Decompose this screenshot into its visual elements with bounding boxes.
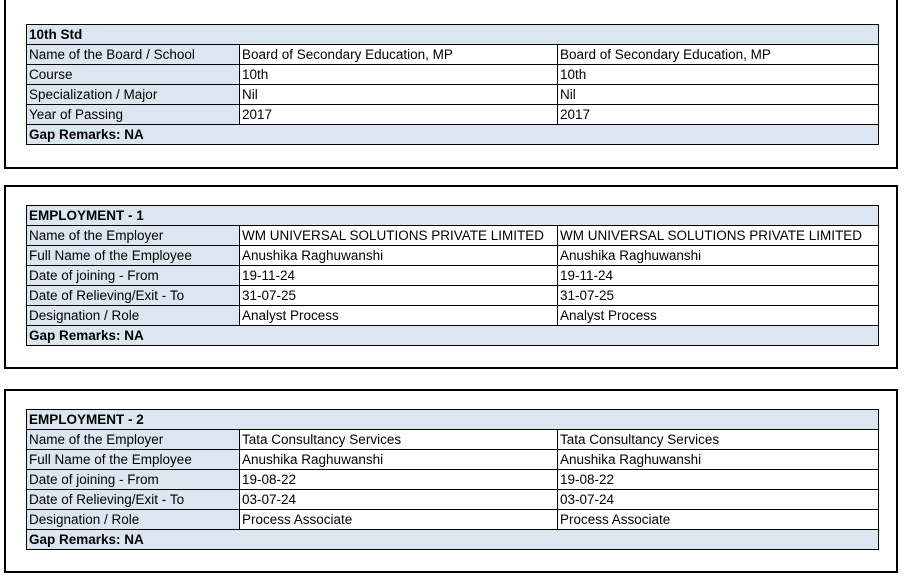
row-value-claimed: Analyst Process — [558, 306, 879, 326]
table-row — [27, 470, 879, 490]
row-value-verified: 2017 — [240, 105, 558, 125]
row-value-claimed: Board of Secondary Education, MP — [558, 45, 879, 65]
education-title-row — [27, 25, 879, 45]
row-label: Full Name of the Employee — [27, 246, 240, 266]
row-value-verified: Analyst Process — [240, 306, 558, 326]
education-table — [26, 24, 879, 145]
row-value-verified: 03-07-24 — [240, 490, 558, 510]
row-value-claimed: 03-07-24 — [558, 490, 879, 510]
row-value-verified: Nil — [240, 85, 558, 105]
row-value-verified: 19-08-22 — [240, 470, 558, 490]
gap-remarks: Gap Remarks: NA — [27, 326, 879, 346]
row-value-claimed: 2017 — [558, 105, 879, 125]
row-value-verified: Anushika Raghuwanshi — [240, 246, 558, 266]
row-value-claimed: Anushika Raghuwanshi — [558, 450, 879, 470]
table-row — [27, 105, 879, 125]
row-label: Full Name of the Employee — [27, 450, 240, 470]
row-value-claimed: Tata Consultancy Services — [558, 430, 879, 450]
row-label: Specialization / Major — [27, 85, 240, 105]
gap-remarks: Gap Remarks: NA — [27, 125, 879, 145]
table-row — [27, 85, 879, 105]
table-row — [27, 450, 879, 470]
row-label: Name of the Employer — [27, 430, 240, 450]
row-value-claimed: 10th — [558, 65, 879, 85]
employment-title-row — [27, 206, 879, 226]
gap-remarks-row — [27, 326, 879, 346]
table-row — [27, 65, 879, 85]
table-row — [27, 45, 879, 65]
row-value-claimed: 31-07-25 — [558, 286, 879, 306]
row-label: Name of the Board / School — [27, 45, 240, 65]
employment-1-table — [26, 205, 879, 346]
table-row — [27, 430, 879, 450]
section-title: EMPLOYMENT - 2 — [27, 410, 879, 430]
row-value-claimed: WM UNIVERSAL SOLUTIONS PRIVATE LIMITED — [558, 226, 879, 246]
table-row — [27, 246, 879, 266]
row-value-claimed: 19-11-24 — [558, 266, 879, 286]
table-row — [27, 266, 879, 286]
employment-2-section — [4, 389, 898, 573]
row-value-verified: 31-07-25 — [240, 286, 558, 306]
row-label: Date of Relieving/Exit - To — [27, 286, 240, 306]
row-label: Date of joining - From — [27, 470, 240, 490]
row-label: Designation / Role — [27, 306, 240, 326]
row-value-verified: 10th — [240, 65, 558, 85]
employment-1-section — [4, 185, 898, 369]
row-value-verified: Board of Secondary Education, MP — [240, 45, 558, 65]
row-label: Year of Passing — [27, 105, 240, 125]
gap-remarks-row — [27, 530, 879, 550]
row-value-claimed: Anushika Raghuwanshi — [558, 246, 879, 266]
education-section — [4, 0, 898, 169]
row-label: Course — [27, 65, 240, 85]
row-value-verified: Tata Consultancy Services — [240, 430, 558, 450]
table-row — [27, 286, 879, 306]
table-row — [27, 510, 879, 530]
section-title: 10th Std — [27, 25, 879, 45]
row-label: Name of the Employer — [27, 226, 240, 246]
table-row — [27, 226, 879, 246]
row-value-claimed: Process Associate — [558, 510, 879, 530]
row-value-claimed: Nil — [558, 85, 879, 105]
row-value-verified: Process Associate — [240, 510, 558, 530]
row-value-verified: 19-11-24 — [240, 266, 558, 286]
employment-2-table — [26, 409, 879, 550]
row-value-verified: Anushika Raghuwanshi — [240, 450, 558, 470]
employment-title-row — [27, 410, 879, 430]
row-value-verified: WM UNIVERSAL SOLUTIONS PRIVATE LIMITED — [240, 226, 558, 246]
row-label: Date of Relieving/Exit - To — [27, 490, 240, 510]
table-row — [27, 306, 879, 326]
section-title: EMPLOYMENT - 1 — [27, 206, 879, 226]
gap-remarks-row — [27, 125, 879, 145]
gap-remarks: Gap Remarks: NA — [27, 530, 879, 550]
row-value-claimed: 19-08-22 — [558, 470, 879, 490]
row-label: Date of joining - From — [27, 266, 240, 286]
row-label: Designation / Role — [27, 510, 240, 530]
table-row — [27, 490, 879, 510]
